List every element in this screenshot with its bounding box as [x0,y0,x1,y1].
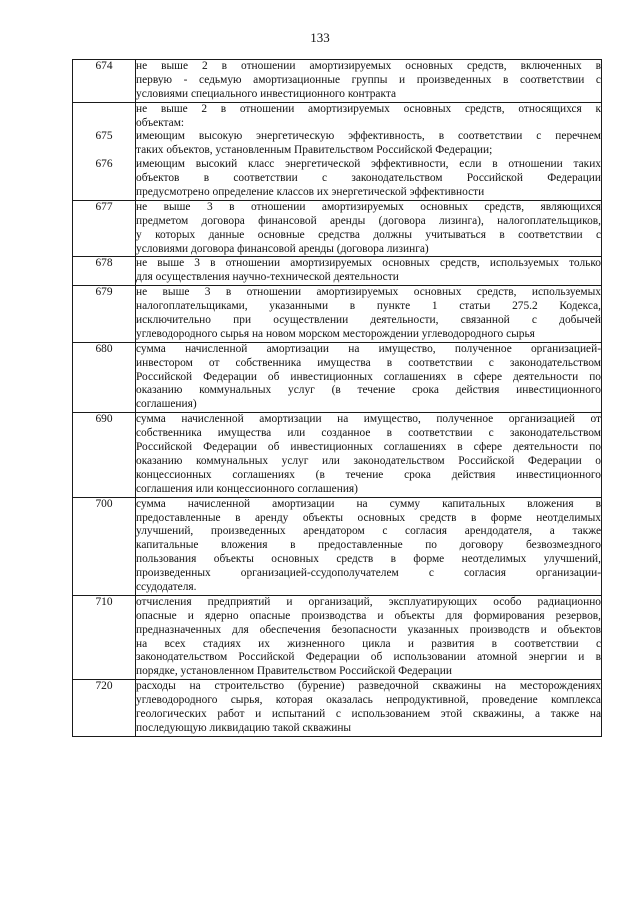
row-code [73,172,135,186]
row-description-cell [136,257,602,286]
row-description-line: пользования объекты основных средств в форме неотделимых улучшений, [136,553,601,566]
row-description-line: объектов в соответствии с законодательством Российской Федерации [136,172,601,185]
row-description-line: для осуществления научно-технической деятельности [136,271,399,284]
row-code: 674 [95,60,113,72]
row-code [73,117,135,131]
table-row [73,257,602,286]
row-code [73,186,135,200]
table-row [73,497,602,595]
row-description-line: не выше 2 в отношении амортизируемых основных средств, относящихся к [136,102,601,115]
row-code-cell [73,342,136,412]
row-code-cell [73,680,136,737]
row-description-line: не выше 3 в отношении амортизируемых основных средств, используемых только [136,257,601,270]
table-row [73,286,602,343]
row-code-cell [73,286,136,343]
row-description-cell [136,102,602,200]
codes-table-body [73,60,602,737]
row-description-line: условиями договора финансовой аренды (договора лизинга) [136,242,429,255]
row-description-line: условиями специального инвестиционного контракта [136,87,396,100]
row-description-cell [136,60,602,103]
row-description-line: сумма начисленной амортизации на имущество, полученное организацией от [136,413,601,426]
row-description-cell [136,413,602,497]
row-description-line: исключительно при осуществлении деятельности, связанной с добычей [136,314,601,327]
row-description-line: Российской Федерации об инвестиционных соглашениях в сфере деятельности по [136,441,601,454]
row-description-line: имеющим высокий класс энергетической эффективности, если в отношении таких [136,158,601,171]
row-description-line: у которых данные основные средства должны учитываться в соответствии с [136,228,601,241]
row-description-line: соглашения) [136,398,197,411]
row-description-line: произведенных организацией-ссудополучателем с согласия организации- [136,567,601,580]
row-description-line: расходы на строительство (бурение) разведочной скважины на месторождениях [136,680,601,693]
row-description-line: не выше 2 в отношении амортизируемых основных средств, включенных в [136,60,601,72]
row-description-line: инвестором от собственника имущества в соответствии с законодательством [136,356,601,369]
row-code-cell [73,595,136,679]
row-description-cell [136,200,602,257]
row-description-line: законодательством Российской Федерации об использовании атомной энергии и в [136,651,601,664]
row-code: 690 [95,413,113,426]
row-description-line: оказанию коммунальных услуг (в течение срока действия инвестиционного [136,384,601,397]
row-description-line: соглашения или концессионного соглашения) [136,482,358,495]
row-code: 710 [95,595,113,608]
row-description-line: оказанию коммунальных услуг или законодательством Российской Федерации о [136,454,601,467]
row-code-cell [73,102,136,200]
row-description-line: предназначенных для обеспечения безопасности указанных производств и объектов [136,623,601,636]
row-code: 700 [95,497,113,510]
row-description-line: предметом договора финансовой аренды (договора лизинга), налогоплательщиков, [136,214,601,227]
table-row [73,342,602,412]
table-row [73,413,602,497]
row-description-line: не выше 3 в отношении амортизируемых основных средств, являющихся [136,200,601,213]
row-code-cell [73,497,136,595]
page-number: 133 [310,30,330,45]
row-code-cell [73,200,136,257]
row-description-line: таких объектов, установленным Правительством Российской Федерации; [136,144,493,157]
row-code: 680 [95,342,113,355]
row-description-line: углеводородного сырья на новом морском месторождении углеводородного сырья [136,327,535,340]
row-code [73,103,135,117]
row-description-line: ссудодателя. [136,580,197,593]
row-description-line: не выше 3 в отношении амортизируемых основных средств, используемых [136,286,601,299]
row-description-cell [136,342,602,412]
row-description-line: имеющим высокую энергетическую эффективность, в соответствии с перечнем [136,130,601,143]
row-description-line: отчисления предприятий и организаций, эксплуатирующих особо радиационно [136,595,601,608]
row-description-line: последующую ликвидацию такой скважины [136,721,352,734]
row-description-line: порядке, установленном Правительством Российской Федерации [136,665,452,678]
row-description-line: предоставленные в аренду объекты основных средств в форме неотделимых [136,511,601,524]
row-description-line: концессионных соглашениях (в течение срока действия инвестиционного [136,468,601,481]
row-code: 678 [95,257,113,270]
row-description-cell [136,595,602,679]
table-row [73,595,602,679]
row-code [73,144,135,158]
row-code-cell [73,257,136,286]
row-description-line: сумма начисленной амортизации на имущество, полученное организацией- [136,342,601,355]
row-description-line: сумма начисленной амортизации на сумму капитальных вложения в [136,497,601,510]
row-description-line: опасные и ядерно опасные производства и объекты для формирования резервов, [136,609,601,622]
table-row [73,60,602,103]
row-description-line: геологических работ и испытаний с использованием этой скважины, а также на [136,707,601,720]
row-code-cell [73,60,136,103]
table-row [73,680,602,737]
row-description-line: на всех стадиях их жизненного цикла и развития в соответствии с [136,637,601,650]
row-description-line: объектам: [136,116,185,129]
row-description-cell [136,680,602,737]
row-description-line: налогоплательщиками, указанными в пункте 1 статьи 275.2 Кодекса, [136,300,601,313]
row-description-line: Российской Федерации об инвестиционных соглашениях в сфере деятельности по [136,370,601,383]
row-code: 679 [95,286,113,299]
row-description-line: улучшений, произведенных арендатором с согласия арендодателя, а также [136,525,601,538]
row-code: 676 [95,158,113,171]
row-description-line: углеводородного сырья, которая оказалась непродуктивной, проведение комплекса [136,694,601,707]
table-row [73,200,602,257]
row-description-line: собственника имущества или созданное в соответствии с законодательством [136,427,601,440]
row-description-cell [136,497,602,595]
row-description-cell [136,286,602,343]
codes-table [72,59,602,737]
row-description-line: капитальные вложения в предоставленные по договору безвозмездного [136,539,601,552]
row-code: 677 [95,200,113,213]
row-code: 720 [95,680,113,693]
table-row [73,102,602,200]
row-code-cell [73,413,136,497]
row-code: 675 [95,130,113,143]
row-description-line: предусмотрено определение классов их энергетической эффективности [136,186,485,199]
row-description-line: первую - седьмую амортизационные группы и произведенных в соответствии с [136,73,601,86]
